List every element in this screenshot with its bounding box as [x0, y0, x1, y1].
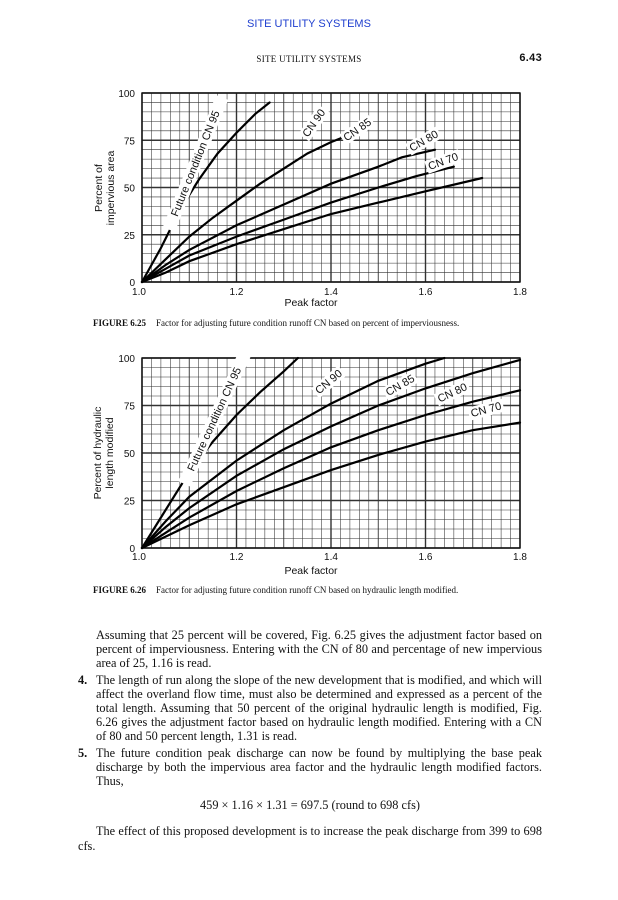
figure-6-25-label: FIGURE 6.25	[93, 318, 147, 328]
page-number: 6.43	[519, 52, 542, 64]
x-tick-label: 1.6	[418, 552, 433, 563]
y-tick-label: 100	[118, 354, 135, 365]
y-axis-label: impervious area	[105, 150, 117, 226]
y-axis-label: Percent of hydraulic	[92, 406, 104, 500]
page-header-title: SITE UTILITY SYSTEMS	[256, 54, 362, 64]
x-axis-label: Peak factor	[284, 565, 338, 577]
running-header: SITE UTILITY SYSTEMS	[247, 18, 371, 30]
figure-6-26-label: FIGURE 6.26	[93, 585, 147, 595]
body-text	[78, 628, 542, 853]
list-item-5	[78, 746, 542, 789]
y-axis-label: Percent of	[93, 164, 105, 212]
figure-6-26-caption	[93, 585, 553, 595]
y-tick-label: 75	[123, 401, 135, 413]
figure-6-25-chart	[0, 80, 618, 310]
figure-6-26-chart	[0, 345, 618, 580]
x-tick-label: 1.4	[324, 287, 338, 298]
list-item-5-text: The future condition peak discharge can now be found by multiplying the base peak discharge by both the impervious area factor and the hydraulic length modified factors. Thus,	[96, 745, 542, 789]
x-axis-label: Peak factor	[284, 297, 338, 309]
series-label: CN 70	[469, 400, 503, 421]
series-label: CN 90	[313, 367, 345, 397]
list-item-4-number: 4.	[78, 672, 88, 687]
y-tick-label: 50	[123, 183, 135, 195]
y-axis-label: length modified	[104, 417, 116, 489]
x-tick-label: 1.2	[229, 287, 244, 298]
series-label: Future condition CN 95	[185, 365, 245, 474]
figure-6-25-caption-text: Factor for adjusting future condition runoff CN based on percent of imperviousness.	[156, 318, 460, 328]
y-tick-label: 100	[118, 89, 135, 100]
series-label: CN 90	[300, 107, 329, 140]
y-tick-label: 75	[123, 136, 135, 148]
paragraph-1: Assuming that 25 percent will be covered, Fig. 6.25 gives the adjustment factor based on percent of imperviousness. Entering with the CN of 80 and percentage of new impervious area of 25, 1.16 is read.	[96, 628, 542, 671]
series-label: CN 85	[383, 372, 417, 399]
y-tick-label: 50	[123, 449, 135, 460]
x-tick-label: 1.2	[229, 552, 244, 563]
x-tick-label: 1.8	[513, 552, 527, 563]
figure-6-25-caption	[93, 318, 553, 328]
y-tick-label: 0	[129, 544, 135, 555]
y-tick-label: 25	[123, 496, 135, 508]
list-item-4	[78, 673, 542, 744]
x-tick-label: 1.8	[513, 287, 527, 298]
series-label: CN 70	[426, 151, 461, 173]
list-item-4-text: The length of run along the slope of the new development that is modified, and which will affect the overland flow time, must also be determined and expressed as a percent of the total length. Assuming that 50 percent of the original hydraulic length is modified, Fig. 6.26 gives the adjustment factor based on hydraulic length modified. Entering with a CN of 80 and 50 percent length, 1.31 is read.	[96, 672, 542, 744]
paragraph-2: The effect of this proposed development is to increase the peak discharge from 399 to 698 cfs.	[78, 824, 542, 853]
figure-6-26-caption-text: Factor for adjusting future condition runoff CN based on hydraulic length modified.	[156, 585, 459, 595]
series-label: Future condition CN 95	[169, 109, 223, 219]
list-item-5-number: 5.	[78, 745, 88, 760]
equation: 459 × 1.16 × 1.31 = 697.5 (round to 698 cfs)	[200, 798, 420, 813]
series-label: CN 80	[407, 128, 441, 155]
x-tick-label: 1.0	[132, 552, 146, 563]
y-tick-label: 0	[129, 278, 135, 289]
series-label: CN 85	[341, 116, 374, 145]
x-tick-label: 1.6	[418, 287, 433, 298]
series-label: CN 80	[435, 381, 470, 406]
y-tick-label: 25	[123, 230, 135, 242]
x-tick-label: 1.4	[324, 552, 338, 563]
x-tick-label: 1.0	[132, 287, 146, 298]
